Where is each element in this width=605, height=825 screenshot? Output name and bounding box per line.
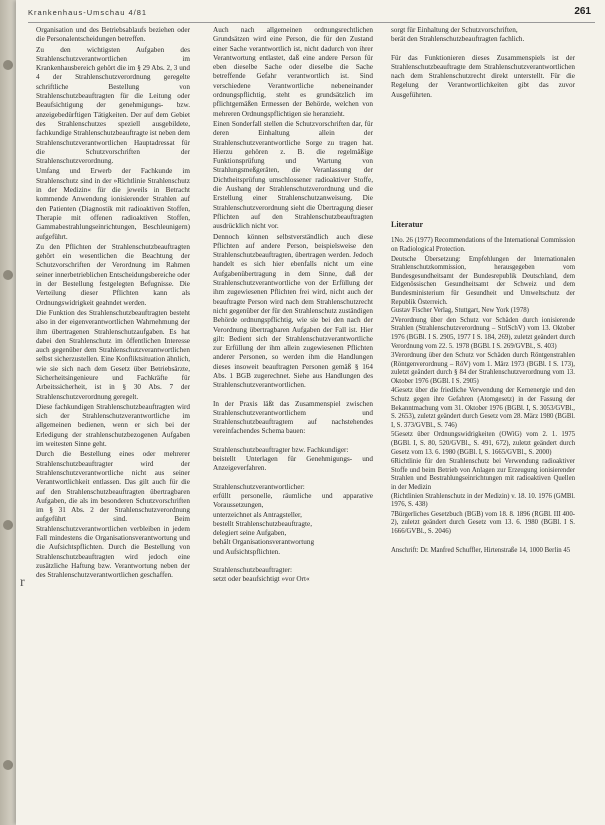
reference-item: 7Bürgerliches Gesetzbuch (BGB) vom 18. 8. 1896 (RGBl. III 400-2), zuletzt geändert durch Gesetz vom 13. 6. 1980 (BGBl. I S. 1666/GVBl., S. 2046) (391, 510, 575, 535)
literature-heading: Literatur (391, 220, 423, 230)
paragraph: Dennoch können selbstverständlich auch diese Pflichten auf andere Person, beispielsweise den Strahlenschutzbeauftragten, übertragen werden. Jedoch handelt es sich hier ebenfalls nicht um eine Aufgabenübertragung in dem Sinne, daß der Strahlenschutzverantwortliche von der Erfüllung der ihm zugewiesenen Pflichten frei wird, nicht auch der beauftragte Person wird nach dem Strahlenschutzrecht nicht gegenüber der für den Strahlenschutz zuständigen Behörde ordnungspflichtig, wie sie bei den nach der Verordnung übertragbaren Aufgaben der Fall ist. Hier gilt: Bedient sich der Strahlenschutzverantwortliche zur Erfüllung der ihm allein zugewiesenen Pflichten anderer Personen, so werden ihm die Handlungen dieses insoweit beauftragten Personen gemäß § 164 Abs. 1 BGB zugerechnet. Siehe aus Handlungen des Strahlenschutzverantwortlichen. (213, 232, 373, 390)
paragraph: Zu den wichtigsten Aufgaben des Strahlenschutzverantwortlichen im Krankenhausbereich gehört die im § 29 Abs. 2, 3 und 4 der Strahlenschutzverordnung geregelte schriftliche Bestellung von Strahlenschutzbeauftragten für die Leitung oder Beaufsichtigung der genehmigungs- bzw. anzeigebedürftigen Tätigkeiten. Der auf dem Gebiet des Strahlenschutzes speziell ausgebildete, fachkundige Strahlenschutzbeauftragte ist neben dem Strahlenschutzverantwortlichen Hauptadressat für die Schutzvorschriften der Strahlenschutzverordnung. (36, 45, 190, 166)
header-rule (28, 22, 595, 23)
binder-hole (3, 520, 13, 530)
reference-item: 4Gesetz über die friedliche Verwendung der Kernenergie und den Schutz gegen ihre Gefahren (Atomgesetz) in der Fassung der Bekanntmachung vom 31. Oktober 1976 (BGBl. I, S. 3053/GVBl., S. 2653), zuletzt geändert durch Gesetz vom 28. März 1980 (BGBl. I, S. 373/GVBl., S. 746) (391, 387, 575, 429)
paragraph: Organisation und des Betriebsablaufs beziehen oder die Personalentscheidungen betreffen. (36, 26, 190, 44)
schema-item: Strahlenschutzbeauftragter: setzt oder beaufsichtigt »vor Ort« (213, 566, 310, 584)
binder-hole (3, 270, 13, 280)
reference-item: 6Richtlinie für den Strahlenschutz bei Verwendung radioaktiver Stoffe und beim Betrieb von Anlagen zur Erzeugung ionisierender Strahlen und Bestrahlungseinrichtungen mit radioaktiven Quellen in der Medizin (Richtlinien Strahlenschutz in der Medizin) v. 18. 10. 1976 (GMBl. 1976, S. 438) (391, 458, 575, 509)
paragraph: Die Funktion des Strahlenschutzbeauftragten besteht also in der eigenverantwortlichen Wahrnehmung der ihm übertragenen Strahlenschutzaufgaben. Es hat dabei den Strahlenschutz im öffentlichen Interesse auch gegenüber dem Strahlenschutzverantwortlichen selbst sicherzustellen. Eine Konfliktsituation ähnlich, wie sie sich nach dem Gesetz über Betriebsärzte, Sicherheitsingenieure und Fachkräfte für Arbeitssicherheit, ist in § 30 Abs. 7 der Strahlenschutzverordnung geregelt. (36, 308, 190, 401)
binder-hole (3, 60, 13, 70)
text-column-1 (36, 26, 190, 582)
reference-item: 3Verordnung über den Schutz vor Schäden durch Röntgenstrahlen (Röntgenverordnung – RöV) vom 1. März 1973 (BGBl. I S. 173), zuletzt geändert durch § 84 der Strahlenschutzverordnung vom 13. Oktober 1976 (BGBl. I S. 2905) (391, 352, 575, 385)
paragraph: Umfang und Erwerb der Fachkunde im Strahlenschutz sind in der »Richtlinie Strahlenschutz in der Medizin« für die jeweils in Betracht kommende Anwendung ionisierender Strahlen auf den Patienten (Diagnostik mit radioaktiven Stoffen, Therapie mit offenen radioaktiven Stoffen, Gammabestrahlungseinrichtungen, Beschleunigern) aufgeführt. (36, 167, 190, 241)
paragraph: In der Praxis läßt das Zusammenspiel zwischen Strahlenschutzverantwortlichem und Strahlenschutzbeauftragtem auf nachstehendes vereinfachendes Schema bauen: (213, 399, 373, 436)
schema-item: Strahlenschutzverantwortlicher: erfüllt personelle, räumliche und apparative Voraussetzungen, unterzeichnet als Antragsteller, bestellt Strahlenschutzbeauftragte, delegiert seine Aufgaben, behält Organisationsverantwortung und Aufsichtspflichten. (213, 482, 373, 556)
reference-item: 1No. 26 (1977) Recommendations of the International Commission on Radiological Protection. (391, 237, 575, 253)
paragraph: Zu den Pflichten der Strahlenschutzbeauftragten gehört ein wesentlichen die Beachtung der Schutzvorschriften der Verordnung im Rahmen seiner innerbetrieblichen Entscheidungsbereiche oder in der Bestellung festgelegten Befugnisse. Die Verteilung dieser Pflichten kann als Ordnungswidrigkeit geahndet werden. (36, 242, 190, 307)
reference-item: 5Gesetz über Ordnungswidrigkeiten (OWiG) vom 2. 1. 1975 (BGBl. I, S. 80, 520/GVBl., S. 491, 672), zuletzt geändert durch Gesetz vom 13. 6. 1980 (BGBl. I, S. 1665/GVBl., S. 2000) (391, 431, 575, 456)
margin-annotation-mark: r (20, 575, 25, 590)
ring-binder-edge (0, 0, 16, 825)
paragraph: Einen Sonderfall stellen die Schutzvorschriften dar, für deren Einhaltung allein der Strahlenschutzverantwortliche Sorge zu tragen hat. Hierzu gehören z. B. die regelmäßige Funktionsprüfung und Wartung von Strahlungsmeßgeräten, die Veranlassung der Dichtheitsprüfung umschlossener radioaktiver Stoffe, die Aushang der Strahlenschutzverordnung und die Erstellung einer Strahlenschutzanweisung. Die Strahlenschutzverordnung sieht die Übertragung dieser Pflichten auf den Strahlenschutzbeauftragten ausdrücklich nicht vor. (213, 119, 373, 231)
text-column-2 (213, 26, 373, 586)
paragraph: Auch nach allgemeinen ordnungsrechtlichen Grundsätzen wird eine Person, die für den Zustand einer Sache verantwortlich ist, nicht dadurch von ihrer Verantwortung entlastet, daß eine andere Person für eben dieselbe Sache oder dieselbe die Sache betreffende Gefahr verantwortlich ist. Sind verschiedene Verantwortliche nebeneinander ordnungspflichtig, steht es grundsätzlich im pflichtgemäßen Ermessen der Behörde, welchen von mehreren Ordnungspflichtigen sie heranzieht. (213, 26, 373, 118)
paragraph: Durch die Bestellung eines oder mehrerer Strahlenschutzbeauftragter wird der Strahlenschutzverantwortliche nicht aus seiner Verantwortlichkeit entlassen. Das gilt auch für die auf den Strahlenschutzbeauftragten übertragbaren Aufgaben, die als im besonderen Schutzvorschriften im § 31 Abs. 2 der Strahlenschutzverordnung aufgeführt sind. Beim Strahlenschutzverantwortlichen verbleiben in jedem Fall mindestens die Organisationsverantwortung und die Aufsichtspflichten. Durch die Bestellung von Strahlenschutzbeauftragten wird jedoch eine zusätzliche Haftung bzw. Verantwortung neben der des Strahlenschutzverantwortlichen geschaffen. (36, 450, 190, 580)
page-number: 261 (574, 6, 591, 17)
reference-item: 2Verordnung über den Schutz vor Schäden durch ionisierende Strahlen (Strahlenschutzverordnung – StrlSchV) vom 13. Oktober 1976 (BGBl. I S. 2905, 1977 I S. 184, 269), zuletzt geändert durch Verordnung vom 22. 5. 1978 (BGBl. I S. 269/GVBl., S. 403) (391, 316, 575, 350)
paragraph: Für das Funktionieren dieses Zusammenspiels ist der Strahlenschutzbeauftragte dem Strahlenschutzverantwortlichen nach dem Strahlenschutzrecht direkt unterstellt. Für die Regelung der Verantwortlichkeiten gibt das zuvor Ausgeführten. (391, 53, 575, 99)
schema-item: Strahlenschutzbeauftragter bzw. Fachkundiger: beistellt Unterlagen für Genehmigungs- und Anzeigeverfahren. (213, 445, 373, 473)
text-column-3 (391, 26, 575, 556)
author-address: Anschrift: Dr. Manfred Schuffler, Hirtenstraße 14, 1000 Berlin 45 (391, 546, 571, 554)
binder-hole (3, 760, 13, 770)
paragraph: Diese fachkundigen Strahlenschutzbeauftragten wird sich der Strahlenschutzverantwortliche im allgemeinen bedienen, wenn er sich bei der Erledigung der strahlenschutzbezogenen Aufgaben im weitesten Sinne geht. (36, 402, 190, 449)
running-head: Krankenhaus-Umschau 4/81 (28, 8, 148, 17)
reference-item: Deutsche Übersetzung: Empfehlungen der Internationalen Strahlenschutzkommission, herausgegeben vom Bundesgesundheitsamt der Bundesrepublik Deutschland, dem Eidgenössischen Gesundheitsamt der Schweiz und dem Bundesministerium für Gesundheit und Umweltschutz der Republik Österreich. Gustav Fischer Verlag, Stuttgart, New York (1978) (391, 255, 575, 315)
paragraph: sorgt für Einhaltung der Schutzvorschriften, berät den Strahlenschutzbeauftragten fachlich. (391, 26, 525, 44)
